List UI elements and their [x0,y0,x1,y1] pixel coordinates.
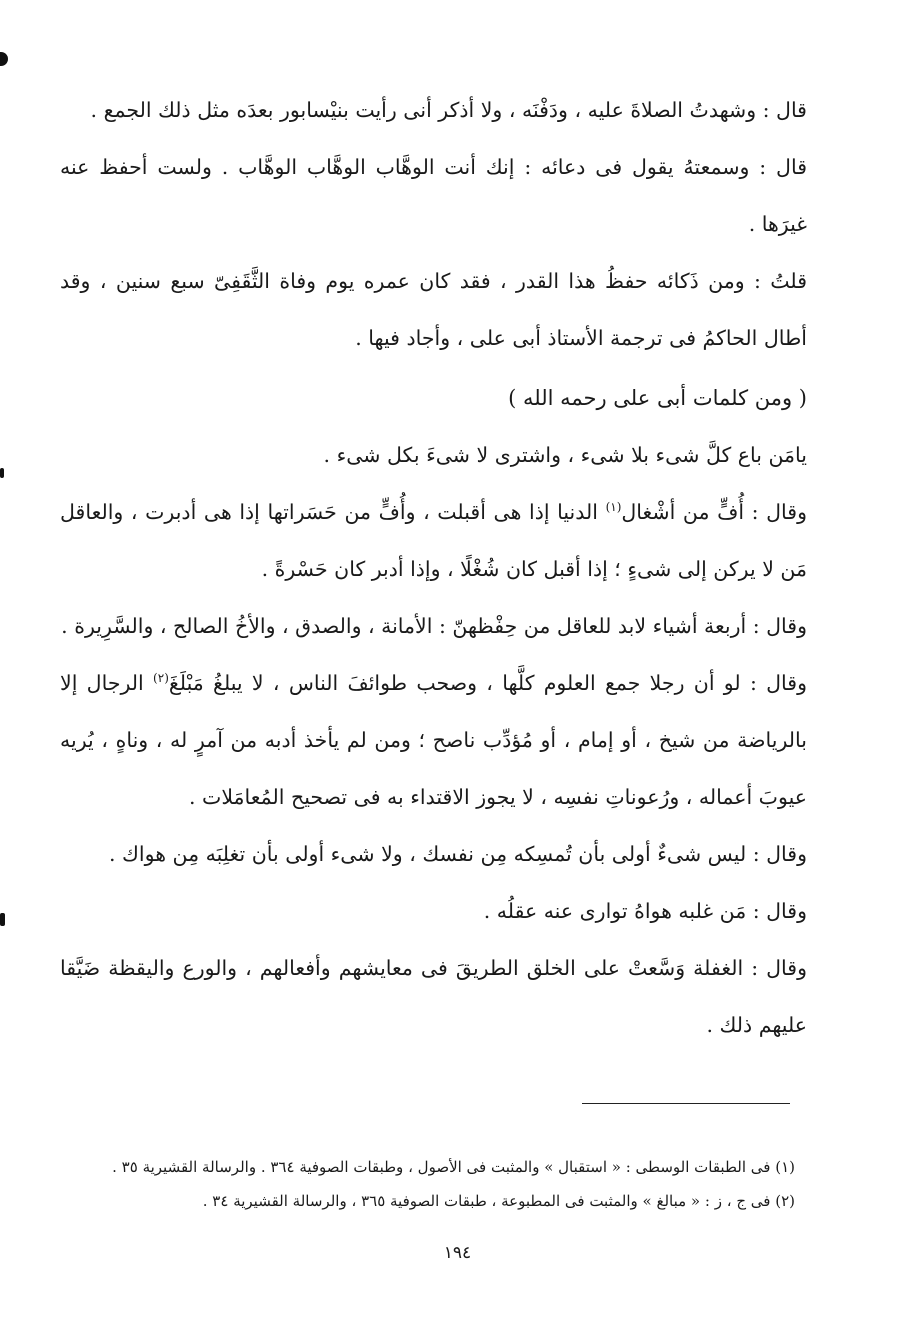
saying-text: وقال : أربعة أشياء لابد للعاقل من حِفْظهنّ : الأمانة ، والصدق ، والأخُ الصالح ، والسَّرِيرة . [61,614,807,638]
saying-text: وقال : الغفلة وَسَّعتْ على الخلق الطريقَ فى معايشهم وأفعالهم ، والورع واليقظة ضَيَّقا عليهم ذلك . [60,956,807,1037]
paragraph: قال : وسمعتهُ يقول فى دعائه : إنك أنت الوهَّاب الوهَّاب الوهَّاب . ولست أحفظ عنه غيرَها . [60,155,807,236]
page-number: ١٩٤ [443,1243,472,1263]
saying-text: الدنيا إذا هى أقبلت ، وأُفٍّ من حَسَراتها إذا هى أدبرت ، والعاقل مَن لا يركن إلى شىءٍ ؛ إذا أقبل كان شُغْلًا ، وإذا أدبر كان حَسْرةً . [60,500,807,581]
saying [60,883,807,940]
paragraph: قال : وشهدتُ الصلاةَ عليه ، ودَفْنَه ، ولا أذكر أنى رأيت بنيْسابور بعدَه مثل ذلك الجمع . [90,98,807,122]
paragraph: قلتُ : ومن ذَكائه حفظُ هذا القدر ، فقد كان عمره يوم وفاة الثَّقَفِىّ سبع سنين ، وقد أطال الحاكمُ فى ترجمة الأستاذ أبى على ، وأجاد فيها . [60,269,807,350]
footnotes [60,1150,795,1218]
saying-text: وقال : أُفٍّ من أشْغال [621,500,807,524]
section-heading: ( ومن كلمات أبى على رحمه الله ) [508,386,807,410]
saying [60,655,807,826]
saying-text: وقال : ليس شىءٌ أولى بأن تُمسِكه مِن نفسك ، ولا شىء أولى بأن تغلِبَه مِن هواك . [108,842,807,866]
saying [60,598,807,655]
scan-edge-mark [0,913,5,926]
footnote-separator [582,1103,790,1104]
saying-text: يامَن باع كلَّ شىء بلا شىء ، واشترى لا شىءَ بكل شىء . [323,443,807,467]
saying-text: وقال : مَن غلبه هواهُ توارى عنه عقلُه . [483,899,807,923]
footnote-marker[interactable]: (٢) [153,671,169,686]
saying-text: وقال : لو أن رجلا جمع العلوم كلَّها ، وصحب طوائفَ الناس ، لا يبلغُ مَبْلَغَ [168,671,807,695]
footnote: (٢) فى ج ، ز : « مبالغ » والمثبت فى المطبوعة ، طبقات الصوفية ٣٦٥ ، والرسالة القشيرية ٣٤ . [202,1192,795,1210]
scan-edge-mark [0,468,4,478]
footnote: (١) فى الطبقات الوسطى : « استقبال » والمثبت فى الأصول ، وطبقات الصوفية ٣٦٤ . والرسالة القشيرية ٣٥ . [112,1158,795,1176]
saying [60,484,807,598]
saying [60,826,807,883]
main-text [60,82,807,1054]
saying-text: الرجال إلا بالرياضة من شيخ ، أو إمام ، أو مُؤدِّب ناصح ؛ ومن لم يأخذ أدبه من آمرٍ له ، وناهٍ ، يُريه عيوبَ أعماله ، ورُعوناتِ نفسِه ، لا يجوز الاقتداء به فى تصحيح المُعامَلات . [60,671,807,809]
saying [60,427,807,484]
saying [60,940,807,1054]
scan-edge-mark [0,52,8,66]
footnote-marker[interactable]: (١) [605,500,622,515]
